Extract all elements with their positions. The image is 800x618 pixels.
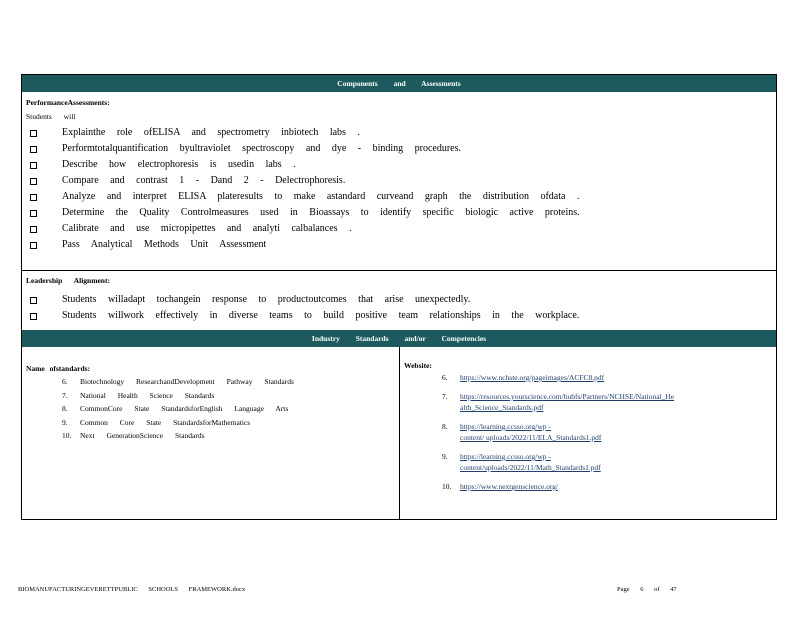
bullet-box-icon (30, 130, 37, 137)
standard-text: Next GenerationScience Standards (80, 431, 205, 440)
bullet-box-icon (30, 194, 37, 201)
list-item-text: Students willwork effectively in diverse teams to build positive team relationships in the workplace. (62, 310, 580, 321)
website-link[interactable]: https://resources.yourscience.com/hubfs/Partners/NCHSE/National_He (460, 392, 675, 401)
industry-header: Industry Standards and/or Competencies (22, 330, 776, 347)
list-item-text: Calibrate and use micropipettes and analyti calbalances . (62, 223, 352, 234)
website-link[interactable]: content/uploads/2022/11/Math_Standards1.pdf (460, 463, 601, 472)
standard-item (62, 402, 294, 416)
divider (22, 270, 776, 271)
bullet-box-icon (30, 178, 37, 185)
list-item-text: Compare and contrast 1 - Dand 2 - Delectrophoresis. (62, 175, 346, 186)
standard-item (62, 375, 294, 389)
website-number: 8. (442, 422, 448, 431)
website-label: Website: (404, 361, 432, 370)
website-number: 6. (442, 373, 448, 382)
standard-item (62, 389, 294, 403)
standard-number: 8. (62, 404, 68, 413)
column-divider (399, 347, 400, 519)
standard-number: 7. (62, 390, 68, 400)
standards-list (62, 375, 294, 443)
website-link[interactable]: https://www.nextgenscience.org/ (460, 482, 559, 491)
standard-number: 9. (62, 417, 68, 427)
standard-text: National Health Science Standards (80, 390, 215, 400)
website-number: 9. (442, 452, 448, 461)
framework-table (21, 74, 777, 520)
bullet-box-icon (30, 162, 37, 169)
website-link[interactable]: alth_Science_Standards.pdf (460, 403, 544, 412)
leadership-item (22, 292, 579, 308)
website-item (442, 372, 674, 383)
standard-text: Biotechnology ResearchandDevelopment Pathway Standards (80, 377, 294, 386)
standard-number: 10. (62, 431, 72, 440)
standard-number: 6. (62, 377, 68, 386)
performance-label: PerformanceAssessments: (26, 98, 110, 107)
footer-page: Page 6 of 47 (617, 586, 677, 593)
performance-item (22, 189, 580, 205)
leadership-label: Leadership Alignment: (26, 276, 110, 285)
standard-text: Common Core State StandardsforMathematics (80, 417, 251, 427)
bullet-box-icon (30, 297, 37, 304)
list-item-text: Pass Analytical Methods Unit Assessment (62, 239, 267, 250)
standard-text: CommonCore State StandardsforEnglish Language Arts (80, 404, 289, 413)
list-item-text: Performtotalquantification byultraviolet spectroscopy and dye - binding procedures. (62, 143, 462, 154)
website-item (442, 451, 674, 473)
website-number: 7. (442, 392, 448, 401)
standard-item (62, 416, 294, 430)
website-number: 10. (442, 482, 452, 491)
website-link[interactable]: content/ uploads/2022/11/ELA_Standards1.pdf (460, 433, 602, 442)
list-item-text: Describe how electrophoresis is usedin labs . (62, 159, 296, 170)
list-item-text: Determine the Quality Controlmeasures used in Bioassays to identify specific biologic active proteins. (62, 207, 580, 218)
website-list (442, 372, 674, 500)
performance-item (22, 205, 580, 221)
performance-item (22, 157, 580, 173)
bullet-box-icon (30, 146, 37, 153)
performance-item (22, 237, 580, 253)
footer-filename: BIOMANUFACTURINGEVERETTPUBLIC SCHOOLS FRAMEWORK.docx (18, 586, 246, 593)
website-link[interactable]: https://www.nchste.org/pageimages/ACFC8.pdf (460, 373, 605, 382)
performance-item (22, 141, 580, 157)
bullet-box-icon (30, 313, 37, 320)
standard-item (62, 429, 294, 443)
performance-list (22, 125, 580, 253)
bullet-box-icon (30, 210, 37, 217)
website-item (442, 421, 674, 443)
standards-label: Name ofstandards: (26, 364, 91, 373)
list-item-text: Explainthe role ofELISA and spectrometry inbiotech labs . (62, 127, 360, 138)
website-item (442, 481, 674, 492)
bullet-box-icon (30, 242, 37, 249)
components-header: Components and Assessments (22, 75, 776, 92)
performance-item (22, 221, 580, 237)
performance-item (22, 125, 580, 141)
website-link[interactable]: https://learning.ccsso.org/wp - (460, 422, 551, 431)
leadership-list (22, 292, 579, 324)
leadership-item (22, 308, 579, 324)
bullet-box-icon (30, 226, 37, 233)
performance-intro: Students will (26, 112, 76, 121)
list-item-text: Students willadapt tochangein response to productoutcomes that arise unexpectedly. (62, 294, 471, 305)
website-link[interactable]: https://learning.ccsso.org/wp - (460, 452, 551, 461)
website-item (442, 391, 674, 413)
list-item-text: Analyze and interpret ELISA plateresults to make astandard curveand graph the distribution ofdata . (62, 191, 580, 202)
performance-item (22, 173, 580, 189)
